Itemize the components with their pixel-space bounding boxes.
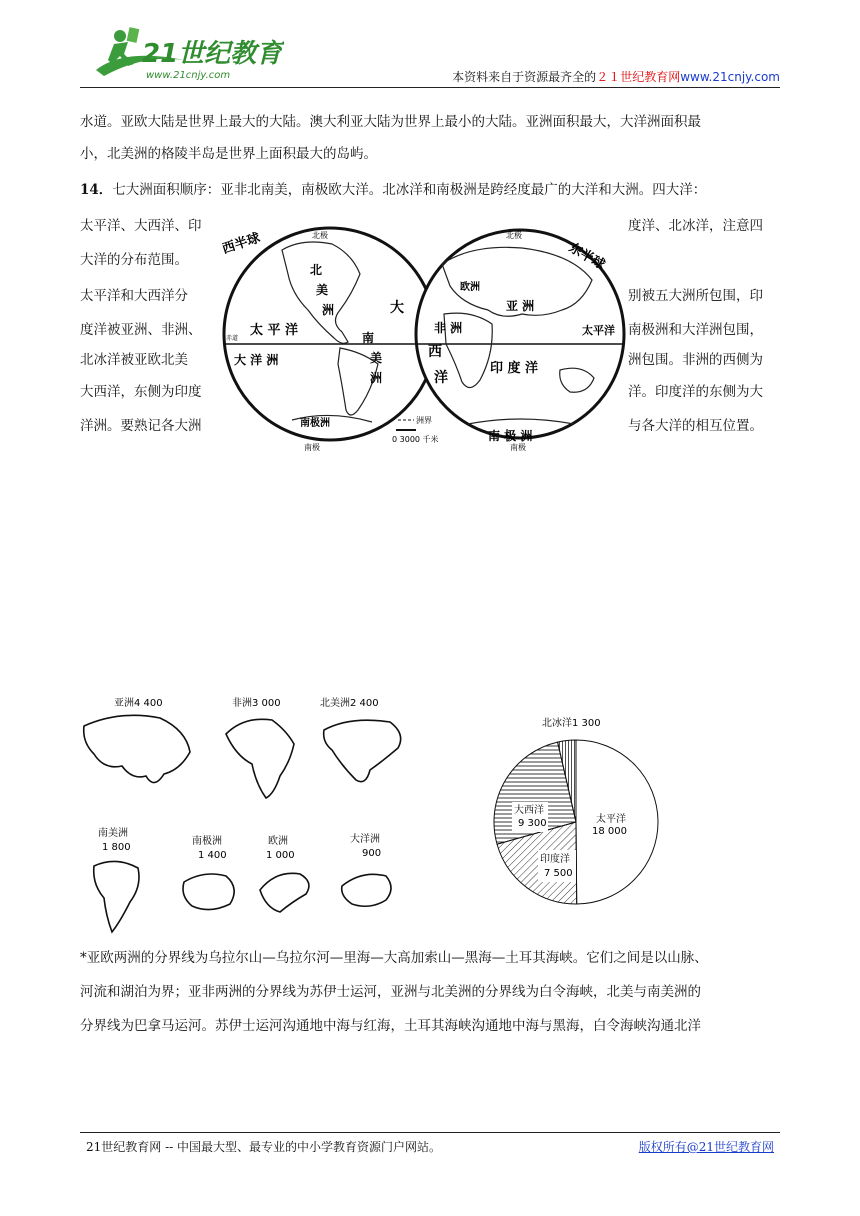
header-note: 本资料来自于资源最齐全的２１世纪教育网www.21cnjy.com (452, 70, 780, 84)
bottom-line1: *亚欧两洲的分界线为乌拉尔山—乌拉尔河—里海—大高加索山—黑海—土耳其海峡。它们之间是以山脉、 (80, 950, 708, 966)
label-east-hemisphere: 东半球 (566, 240, 608, 273)
label-indian-ocean: 印 度 洋 (490, 361, 539, 376)
label-asia: 亚 洲 (506, 299, 535, 313)
label-antarctica-e: 南 极 洲 (488, 429, 533, 443)
footer-text: 21世纪教育网 -- 中国最大型、最专业的中小学教育资源门户网站。 (86, 1140, 442, 1154)
pie-value-pacific: 18 000 (592, 826, 627, 837)
pie-value-atlantic: 9 300 (518, 818, 547, 829)
para1-line1: 水道。亚欧大陆是世界上最大的大陆。澳大利亚大陆为世界上最小的大陆。亚洲面积最大，大洋洲面积最 (80, 114, 701, 130)
continent-shape-antarctica (183, 874, 234, 910)
label-atlantic-da: 大 (390, 300, 404, 316)
label-europe: 欧洲 (460, 282, 480, 293)
right-line-4: 洲包围。非洲的西侧为 (628, 352, 763, 368)
right-line-1: 度洋、北冰洋，注意四 (628, 218, 763, 234)
continent-label-antarctica: 南极洲 (192, 836, 222, 847)
ocean-areas-pie-chart (486, 712, 662, 906)
header-url-link[interactable]: www.21cnjy.com (680, 70, 780, 84)
continent-shape-europe (260, 873, 309, 912)
continent-shape-north-america (324, 720, 401, 781)
continent-area-antarctica: 1 400 (198, 850, 227, 861)
left-line-6: 大西洋，东侧为印度 (80, 384, 202, 400)
left-line-5: 北冰洋被亚欧北美 (80, 352, 188, 368)
bottom-line2: 河流和湖泊为界；亚非两洲的分界线为苏伊士运河，亚洲与北美洲的分界线为白令海峡，北美与南美洲的 (80, 984, 701, 1000)
label-equator: 赤道 (226, 335, 239, 342)
pie-label-arctic: 北冰洋1 300 (542, 718, 601, 729)
label-south-pole-e: 南极 (510, 443, 526, 452)
continent-label-africa: 非洲3 000 (232, 698, 281, 709)
continent-label-south-america: 南美洲 (98, 828, 128, 839)
label-pacific-w: 太 平 洋 (250, 323, 299, 338)
right-line-6: 与各大洋的相互位置。 (628, 418, 763, 434)
continent-label-oceania: 大洋洲 (350, 834, 380, 845)
left-line-3: 太平洋和大西洋分 (80, 288, 188, 304)
continent-area-oceania: 900 (362, 848, 382, 859)
pie-label-indian: 印度洋 (540, 854, 570, 865)
continent-area-south-america: 1 800 (102, 842, 131, 853)
continent-area-europe: 1 000 (266, 850, 295, 861)
label-north-america-3: 洲 (322, 303, 335, 317)
left-line-7: 洋洲。要熟记各大洲 (80, 418, 202, 434)
left-line-2: 大洋的分布范围。 (80, 252, 188, 268)
continent-shape-oceania (342, 874, 391, 906)
footer-copyright-link[interactable]: 版权所有@21世纪教育网 (638, 1140, 774, 1154)
logo-text: 21世纪教育 (142, 39, 283, 69)
continent-shape-south-america (94, 861, 139, 932)
pie-value-indian: 7 500 (544, 868, 573, 879)
para1-line2: 小，北美洲的格陵半岛是世界上面积最大的岛屿。 (80, 146, 377, 162)
label-north-pole-w: 北极 (312, 231, 328, 240)
world-hemispheres-map (222, 214, 626, 454)
legend-scale: 0 3000 千米 (392, 435, 439, 444)
right-line-5: 洋。印度洋的东侧为大 (628, 384, 763, 400)
label-pacific-e: 太平洋 (582, 324, 615, 337)
label-oceania-w: 大 洋 洲 (234, 353, 279, 367)
continent-shape-asia (84, 715, 190, 782)
right-line-2: 别被五大洲所包围，印 (628, 288, 763, 304)
continent-label-north-america: 北美洲2 400 (320, 698, 379, 709)
right-line-3: 南极洲和大洋洲包围， (628, 322, 763, 338)
label-south-pole-w: 南极 (304, 443, 320, 452)
pie-label-atlantic: 大西洋 (514, 805, 544, 816)
label-north-pole-e: 北极 (506, 231, 522, 240)
label-antarctica-w: 南极洲 (300, 418, 330, 429)
header-rule (80, 87, 780, 88)
logo-url: www.21cnjy.com (146, 70, 231, 81)
pie-label-pacific: 太平洋 (596, 814, 626, 825)
label-atlantic-yang: 洋 (434, 370, 448, 386)
site-logo (84, 20, 284, 86)
label-south-america-2: 美 (370, 351, 383, 365)
continent-label-europe: 欧洲 (268, 836, 288, 847)
item14-line1: 14．七大洲面积顺序：亚非北南美，南极欧大洋。北冰洋和南极洲是跨经度最广的大洋和大洲。四大洋： (80, 182, 707, 198)
continent-areas-figure (80, 690, 420, 940)
label-atlantic-xi: 西 (428, 344, 442, 360)
left-line-4: 度洋被亚洲、非洲、 (80, 322, 202, 338)
bottom-line3: 分界线为巴拿马运河。苏伊士运河沟通地中海与红海，土耳其海峡沟通地中海与黑海，白令海峡沟通北洋 (80, 1018, 701, 1034)
label-north-america-2: 美 (316, 283, 329, 297)
label-south-america-3: 洲 (370, 371, 383, 385)
left-line-1: 太平洋、大西洋、印 (80, 218, 202, 234)
continent-label-asia: 亚洲4 400 (114, 698, 163, 709)
label-north-america-1: 北 (310, 263, 323, 277)
continent-shape-africa (226, 719, 294, 798)
label-west-hemisphere: 西半球 (222, 230, 263, 258)
legend-border: 洲界 (416, 416, 432, 425)
header-site-link[interactable]: ２１世纪教育网 (596, 70, 681, 84)
footer-rule (80, 1132, 780, 1133)
label-africa: 非 洲 (434, 321, 463, 335)
label-south-america-1: 南 (362, 331, 375, 345)
